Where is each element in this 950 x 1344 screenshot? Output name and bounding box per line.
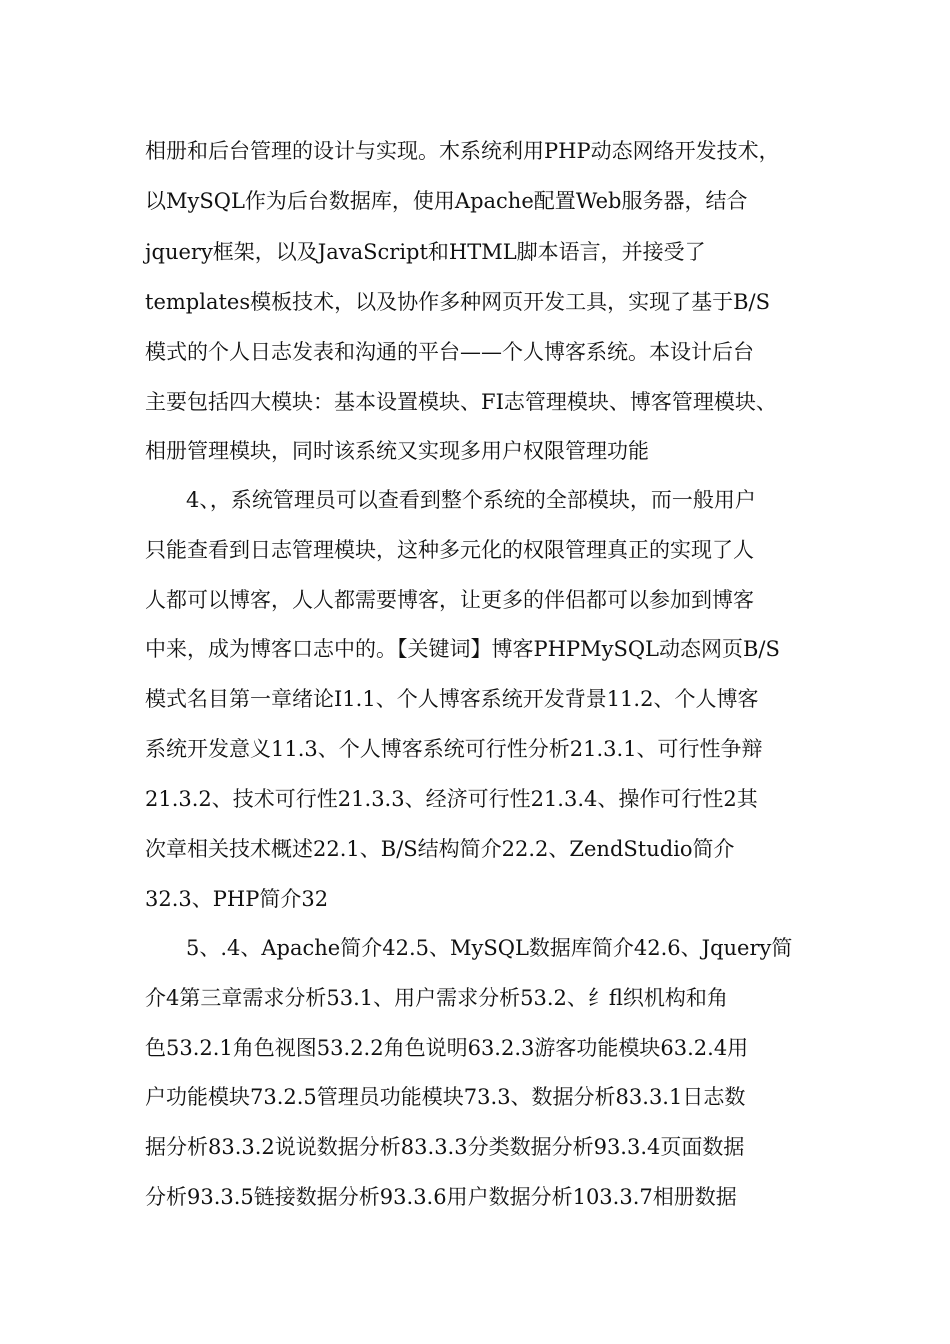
text-line: 人都可以博客，人人都需要博客，让更多的伴侣都可以参加到博客 [145,588,754,612]
text-line: 以MySQL作为后台数据库，使用Apache配置Web服务器，结合 [145,189,748,213]
text-line: 系统开发意义11.3、个人博客系统可行性分析21.3.1、可行性争辩 [145,737,763,761]
text-line: 介4第三章需求分析53.1、用户需求分析53.2、纟fl织机构和角 [145,986,728,1010]
text-line: 分析93.3.5链接数据分析93.3.6用户数据分析103.3.7相册数据 [145,1185,737,1209]
text-line: 21.3.2、技术可行性21.3.3、经济可行性21.3.4、操作可行性2其 [145,787,758,811]
text-line: 主要包括四大模块：基本设置模块、FI志管理模块、博客管理模块、 [145,390,777,414]
text-line: 户功能模块73.2.5管理员功能模块73.3、数据分析83.3.1日志数 [145,1085,746,1109]
paragraph-start-line: 4、，系统管理员可以查看到整个系统的全部模块，而一般用户 [186,488,756,512]
paragraph-start-line: 5、.4、Apache简介42.5、MySQL数据库简介42.6、Jquery简 [186,936,793,960]
text-line: 相册管理模块，同时该系统又实现多用户权限管理功能 [145,439,649,463]
text-line: templates模板技术，以及协作多种网页开发工具，实现了基于B/S [145,290,770,314]
text-line: 只能查看到日志管理模块，这种多元化的权限管理真正的实现了人 [145,538,754,562]
text-line: 次章相关技术概述22.1、B/S结构简介22.2、ZendStudio简介 [145,837,735,861]
text-line: 模式名目第一章绪论I1.1、个人博客系统开发背景11.2、个人博客 [145,687,759,711]
text-line: 相册和后台管理的设计与实现。木系统利用PHP动态网络开发技术， [145,139,780,163]
text-line: 色53.2.1角色视图53.2.2角色说明63.2.3游客功能模块63.2.4用 [145,1036,749,1060]
text-line: 模式的个人日志发表和沟通的平台——个人博客系统。本设计后台 [145,340,754,364]
text-line: 32.3、PHP简介32 [145,887,329,911]
text-line: jquery框架，以及JavaScript和HTML脚本语言，并接受了 [145,240,706,264]
text-line: 中来，成为博客口志中的。【关键词】博客PHPMySQL动态网页B/S [145,637,780,661]
text-line: 据分析83.3.2说说数据分析83.3.3分类数据分析93.3.4页面数据 [145,1135,745,1159]
